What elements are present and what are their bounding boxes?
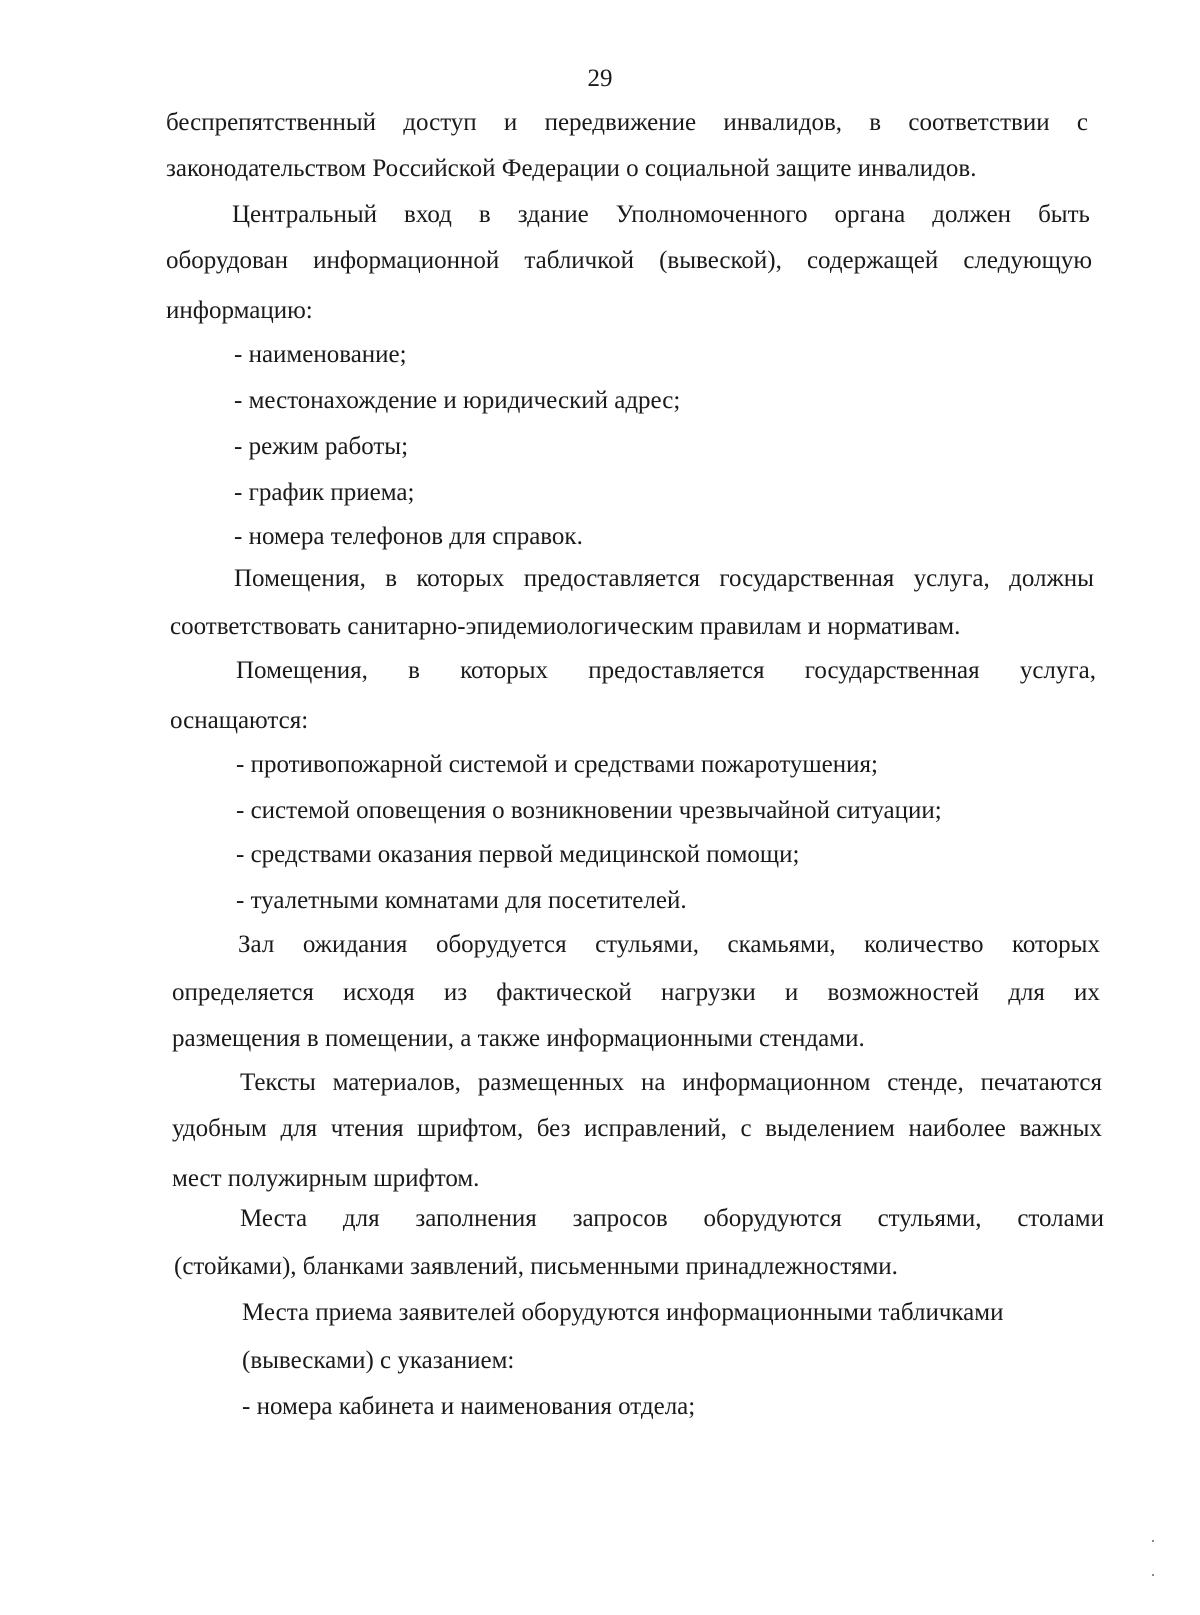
scan-speck: [1152, 1540, 1154, 1542]
word: быть: [1038, 201, 1090, 228]
list-item: - график приема;: [234, 479, 415, 506]
word: Зал: [238, 931, 275, 958]
word: следующую: [963, 247, 1092, 274]
text-line: информацию:: [166, 297, 313, 324]
word: печатаются: [980, 1069, 1102, 1096]
word: Уполномоченного: [615, 201, 808, 228]
word: без: [536, 1115, 571, 1142]
word: из: [443, 979, 468, 1006]
word: Помещения,: [236, 657, 368, 684]
word: предоставляется: [588, 657, 765, 684]
scan-speck: [1152, 1574, 1154, 1576]
text-line: [240, 1204, 1104, 1234]
text-line: (стойками), бланками заявлений, письменными принадлежностями.: [174, 1253, 898, 1280]
word: инвалидов,: [723, 109, 843, 136]
word: материалов,: [332, 1069, 461, 1096]
word: предоставляется: [523, 565, 700, 592]
word: должен: [932, 201, 1012, 228]
text-line: [172, 978, 1100, 1008]
word: содержащей: [806, 247, 939, 274]
list-item: - наименование;: [234, 341, 407, 368]
word: государственная: [804, 657, 980, 684]
word: размещенных: [477, 1069, 625, 1096]
word: в: [869, 109, 882, 136]
list-item: - туалетными комнатами для посетителей.: [236, 887, 687, 914]
word: и: [503, 109, 518, 136]
text-line: размещения в помещении, а также информационными стендами.: [172, 1025, 865, 1052]
word: скамьями,: [727, 931, 836, 958]
word: стульями,: [877, 1205, 982, 1232]
word: государственная: [719, 565, 895, 592]
word: Места: [240, 1205, 308, 1232]
word: которых: [460, 657, 549, 684]
word: шрифтом,: [417, 1115, 524, 1142]
list-item: - средствами оказания первой медицинской помощи;: [236, 841, 800, 868]
word: в: [478, 201, 491, 228]
word: информационном: [682, 1069, 871, 1096]
text-line: [240, 1068, 1102, 1098]
word: важных: [1019, 1115, 1102, 1142]
word: исправлений,: [584, 1115, 727, 1142]
word: информационной: [313, 247, 500, 274]
text-line: (вывесками) с указанием:: [242, 1347, 515, 1374]
word: возможностей: [827, 979, 980, 1006]
word: с: [740, 1115, 752, 1142]
word: в: [385, 565, 398, 592]
text-line: [172, 1114, 1102, 1144]
text-line: оснащаются:: [170, 707, 309, 734]
word: фактической: [496, 979, 632, 1006]
word: которых: [416, 565, 505, 592]
word: их: [1074, 979, 1100, 1006]
list-item: - режим работы;: [234, 433, 409, 460]
text-line: [236, 656, 1096, 686]
text-line: [232, 200, 1090, 230]
list-item: - противопожарной системой и средствами пожаротушения;: [236, 751, 878, 778]
word: услуга,: [913, 565, 990, 592]
text-line: Места приема заявителей оборудуются информационными табличками: [242, 1299, 1004, 1326]
text-line: законодательством Российской Федерации о социальной защите инвалидов.: [166, 155, 977, 182]
word: передвижение: [544, 109, 697, 136]
word: оборудуется: [435, 931, 567, 958]
word: на: [640, 1069, 666, 1096]
word: соответствии: [908, 109, 1050, 136]
text-line: мест полужирным шрифтом.: [172, 1165, 480, 1192]
word: столами: [1017, 1205, 1104, 1232]
word: заполнения: [415, 1205, 537, 1232]
word: табличкой: [524, 247, 635, 274]
word: удобным: [172, 1115, 267, 1142]
text-line: [166, 108, 1088, 138]
word: доступ: [403, 109, 477, 136]
word: количество: [864, 931, 984, 958]
word: определяется: [172, 979, 314, 1006]
word: запросов: [572, 1205, 668, 1232]
word: для: [342, 1205, 380, 1232]
word: оборудуются: [703, 1205, 842, 1232]
word: чтения: [330, 1115, 404, 1142]
word: Тексты: [240, 1069, 316, 1096]
text-line: [234, 564, 1094, 594]
word: беспрепятственный: [166, 109, 376, 136]
word: оборудован: [166, 247, 288, 274]
word: выделением: [765, 1115, 895, 1142]
word: исходя: [343, 979, 415, 1006]
word: должны: [1009, 565, 1094, 592]
word: для: [280, 1115, 318, 1142]
word: нагрузки: [660, 979, 756, 1006]
word: стульями,: [595, 931, 699, 958]
word: Помещения,: [234, 565, 366, 592]
list-item: - местонахождение и юридический адрес;: [234, 387, 681, 414]
word: (вывеской),: [659, 247, 782, 274]
word: вход: [404, 201, 452, 228]
text-line: [166, 246, 1092, 276]
text-line: [238, 930, 1100, 960]
word: которых: [1012, 931, 1100, 958]
word: здание: [517, 201, 589, 228]
word: для: [1008, 979, 1045, 1006]
text-line: соответствовать санитарно-эпидемиологическим правилам и нормативам.: [170, 613, 961, 640]
word: ожидания: [302, 931, 408, 958]
word: и: [784, 979, 799, 1006]
word: в: [408, 657, 420, 684]
word: органа: [834, 201, 906, 228]
word: стенде,: [887, 1069, 964, 1096]
word: с: [1076, 109, 1088, 136]
word: наиболее: [908, 1115, 1006, 1142]
list-item: - системой оповещения о возникновении чрезвычайной ситуации;: [236, 797, 942, 824]
page-number: 29: [587, 65, 613, 92]
word: услуга,: [1019, 657, 1096, 684]
list-item: - номера телефонов для справок.: [234, 523, 583, 550]
word: Центральный: [232, 201, 378, 228]
list-item: - номера кабинета и наименования отдела;: [242, 1393, 696, 1420]
